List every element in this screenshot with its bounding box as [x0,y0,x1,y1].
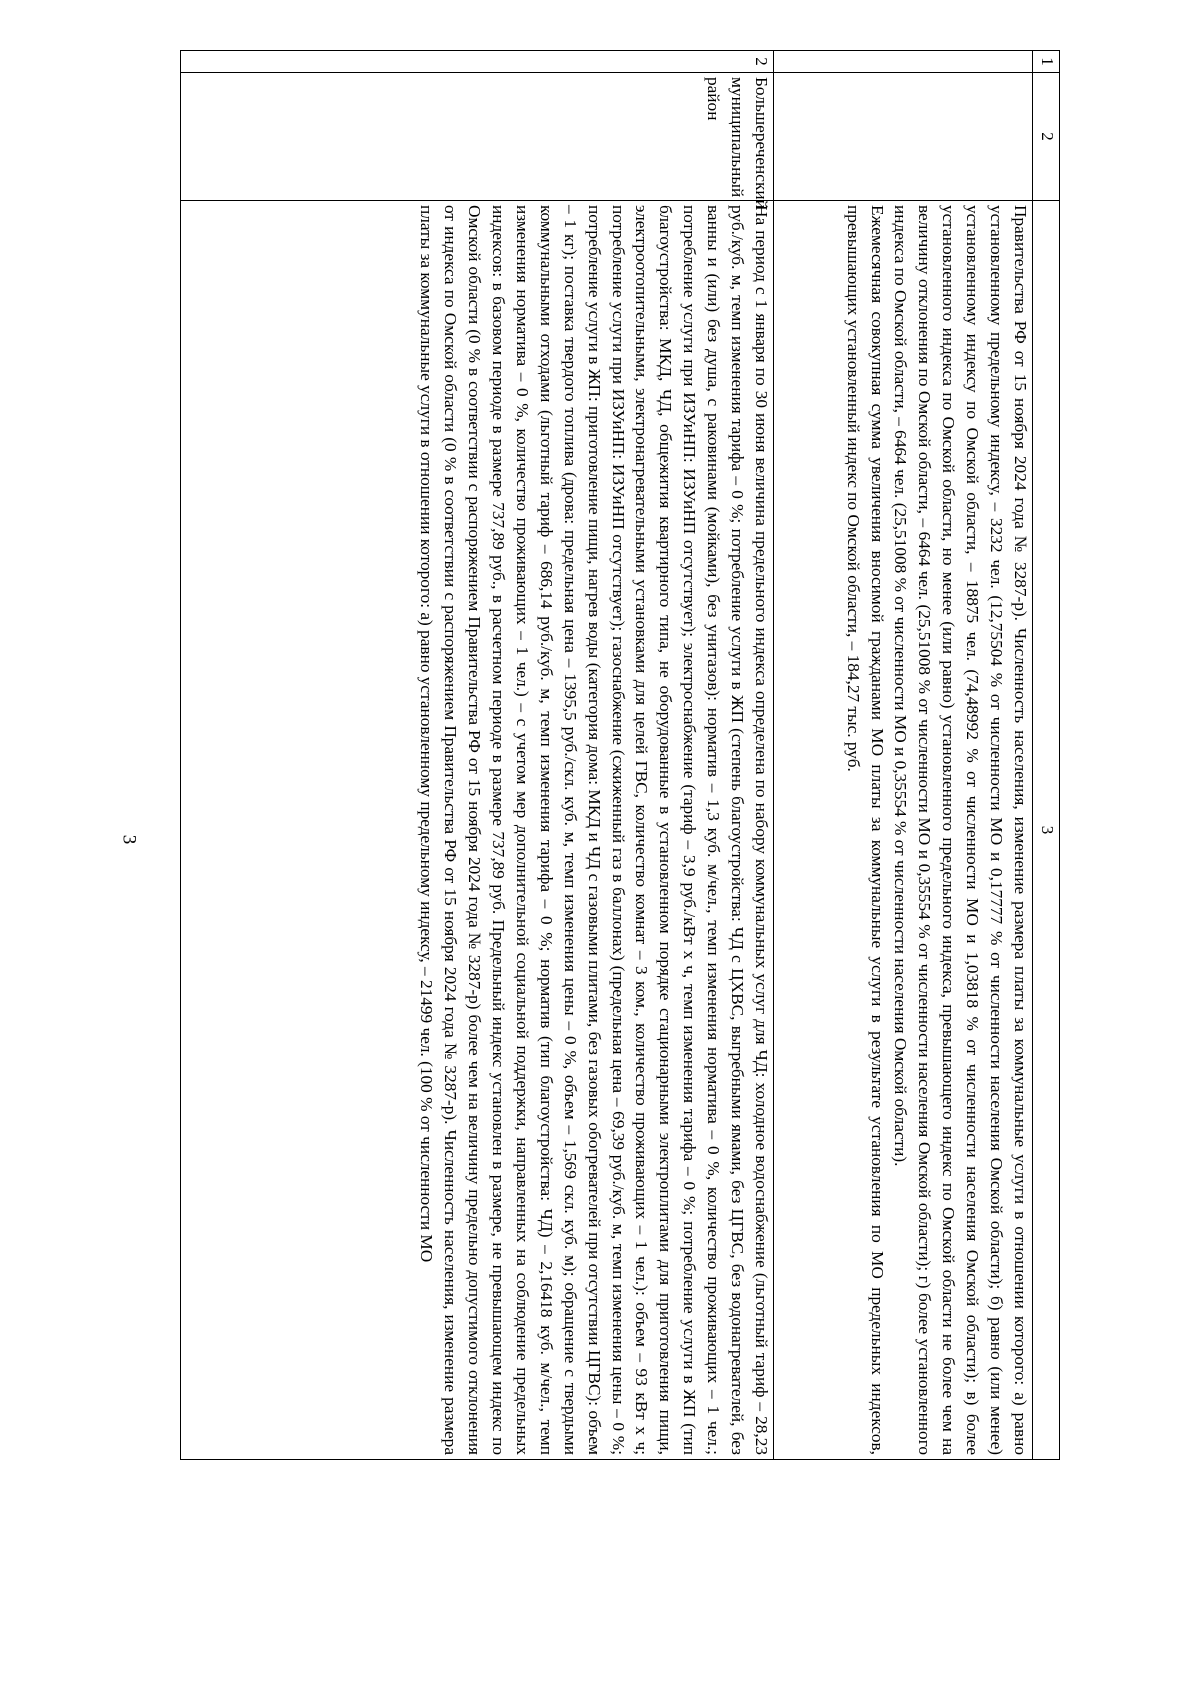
table-header-row [1033,51,1060,1460]
table-row-2 [181,51,774,1460]
data-table [180,50,1060,1460]
header-col-2: 2 [1033,73,1060,201]
row-number [774,51,1033,73]
rotated-page-content [180,50,1060,1460]
header-col-3: 3 [1033,201,1060,1460]
row-number: 2 [181,51,774,73]
row-description [774,201,1033,1460]
paragraph: На период с 1 января по 30 июня величина предельного индекса определена по набору коммунальных услуг для ЧД: холодное водоснабжение (льготный тариф – 28,23 руб./куб. м, темп изменения тарифа – 0 %; потребление услуги в ЖП (степень благоустройства: ЧД с ЦХВС, выгребными ямами, без ЦГВС, без водонагревателей, без ванны и (или) без душа, с раковинами (мойками), без унитазов): норматив – 1,3 куб. м/чел., темп изменения норматива – 0 %, количество проживающих – 1 чел.; потребление услуги при ИЗУиНП: ИЗУиНП отсутствует); электроснабжение (тариф – 3,9 руб./кВт х ч, темп изменения тарифа – 0 %; потребление услуги в ЖП (тип благоустройства: МКД, ЧД, общежития квартирного типа, не оборудованные в установленном порядке стационарными электроплитами для приготовления пищи, электроотопительными, электронагревательными установками для целей ГВС, количество комнат – 3 ком., количество проживающих – 1 чел.): объем – 93 кВт х ч; потребление услуги при ИЗУиНП: ИЗУиНП отсутствует); газоснабжение (сжиженный газ в баллонах) (предельная цена – 69,39 руб./куб. м, темп изменения цены – 0 %; потребление услуги в ЖП: приготовление пищи, нагрев воды (категория дома: МКД и ЧД с газовыми плитами, без газовых обогревателей при отсутствии ЦГВС): объем – 1 кг); поставка твердого топлива (дрова: предельная цена – 1395,5 руб./скл. куб. м, темп изменения цены – 0 %, объем – 1,569 скл. куб. м); обращение с твердыми коммунальными отходами (льготный тариф – 686,14 руб./куб. м, темп изменения тарифа – 0 %; норматив (тип благоустройства: ЧД) – 2,16418 куб. м/чел., темп изменения норматива – 0 %, количество проживающих – 1 чел.) – с учетом мер дополнительной социальной поддержки, направленных на соблюдение предельных индексов: в базовом периоде в размере 737,89 руб., в расчетном периоде в размере 737,89 руб. Предельный индекс установлен в размере, не превышающем индекс по Омской области (0 % в соответствии с распоряжением Правительства РФ от 15 ноября 2024 года № 3287-р) более чем на величину предельно допустимого отклонения от индекса по Омской области (0 % в соответствии с распоряжением Правительства РФ от 15 ноября 2024 года № 3287-р). Численность населения, изменение размера платы за коммунальные услуги в отношении которого: а) равно установленному предельному индексу, – 21499 чел. (100 % от численности МО [417,205,771,1455]
district-name: Большереченский муниципальный район [181,73,774,201]
table-row-continued [774,51,1033,1460]
row-description [181,201,774,1460]
district-name [774,73,1033,201]
paragraph: Ежемесячная совокупная сумма увеличения вносимой гражданами МО платы за коммунальные услуги в результате установления по МО предельных индексов, превышающих установленный индекс по Омской области, – 184,27 тыс. руб. [843,205,887,1455]
paragraph: Правительства РФ от 15 ноября 2024 года № 3287-р). Численность населения, изменение размера платы за коммунальные услуги в отношении которого: а) равно установленному предельному индексу, – 3232 чел. (12,75504 % от численности МО и 0,17777 % от численности населения Омской области); б) равно (или менее) установленному индексу по Омской области, – 18875 чел. (74,48992 % от численности МО и 1,03818 % от численности населения Омской области); в) более установленного индекса по Омской области, но менее (или равно) установленного предельного индекса, превышающего индекс по Омской области не более чем на величину отклонения по Омской области, – 6464 чел. (25,51008 % от численности МО и 0,35554 % от численности населения Омской области); г) более установленного индекса по Омской области, – 6464 чел. (25,51008 % от численности МО и 0,35554 % от численности населения Омской области). [891,205,1030,1455]
page-number: 3 [118,834,140,845]
header-col-1: 1 [1033,51,1060,73]
